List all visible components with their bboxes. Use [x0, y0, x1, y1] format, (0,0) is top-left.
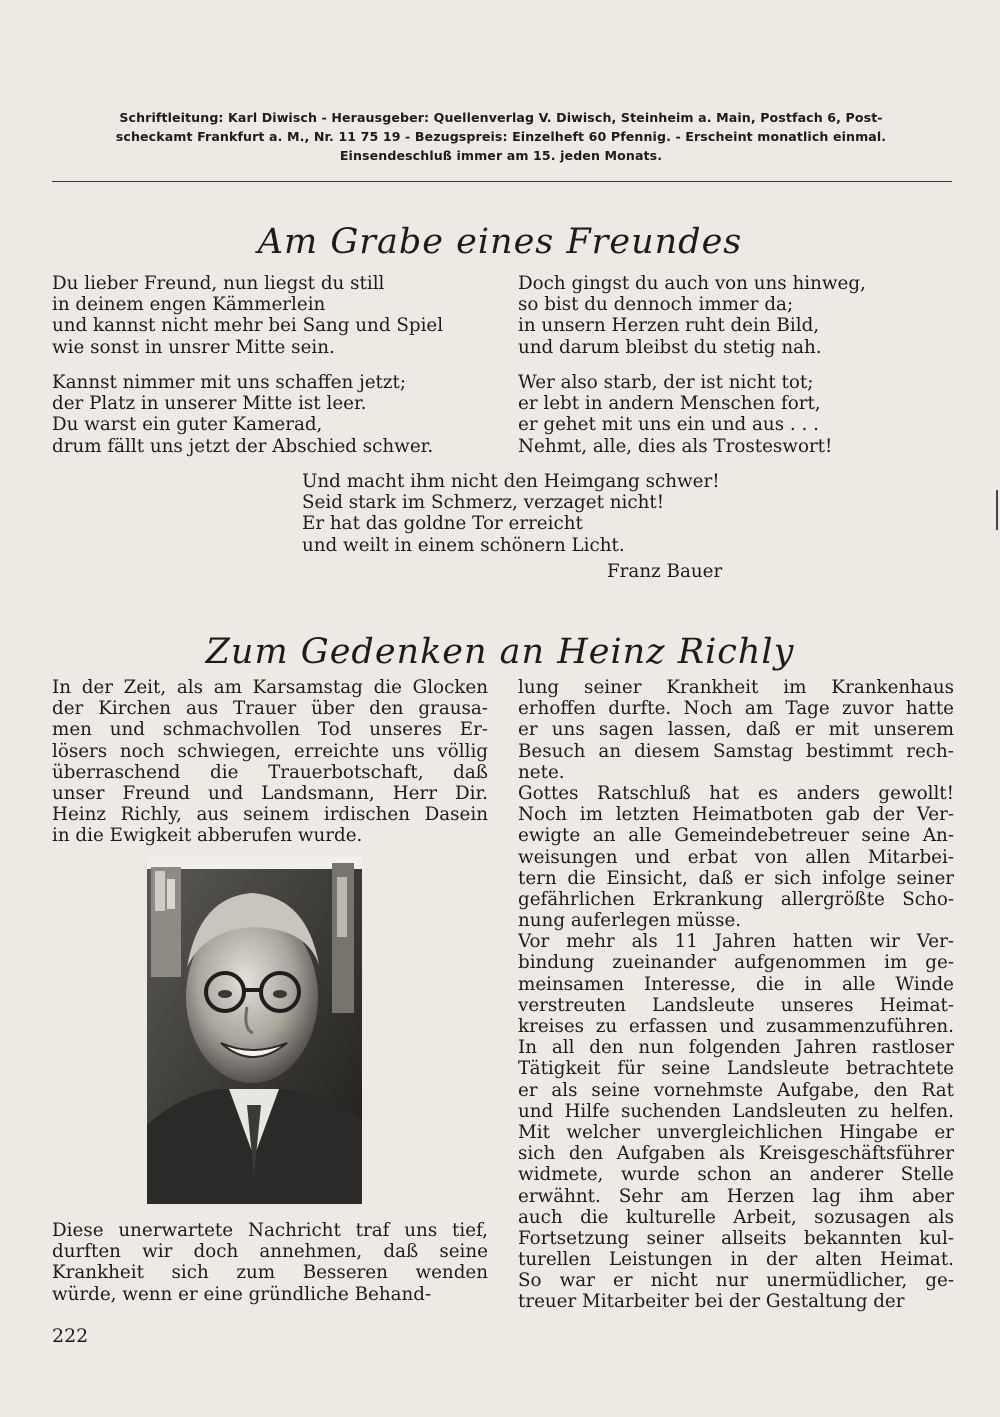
poem-line: Du lieber Freund, nun liegst du still	[52, 273, 385, 294]
article-line: Tätigkeit für seine Landsleute betrachtete	[518, 1058, 954, 1080]
article-line: unser Freund und Landsmann, Herr Dir.	[52, 782, 488, 804]
article-line: In der Zeit, als am Karsamstag die Glocken	[52, 677, 488, 698]
article-line: Gottes Ratschluß hat es anders gewollt!	[518, 782, 954, 804]
poem-line: und weilt in einem schönern Licht.	[302, 534, 625, 556]
poem-line: Er hat das goldne Tor erreicht	[302, 513, 583, 535]
masthead-line-2: scheckamt Frankfurt a. M., Nr. 11 75 19 - Bezugspreis: Einzelheft 60 Pfennig. - Erscheint monatlich einmal.	[115, 129, 887, 144]
article-line: und Hilfe suchenden Landsleuten zu helfen.	[518, 1100, 954, 1122]
poem-line: Kannst nimmer mit uns schaffen jetzt;	[52, 372, 407, 393]
poem-line: Und macht ihm nicht den Heimgang schwer!	[302, 471, 720, 492]
poem-line: er gehet mit uns ein und aus . . .	[518, 414, 819, 436]
article-line: Mit welcher unvergleichlichen Hingabe er	[518, 1121, 954, 1143]
portrait-illustration	[147, 857, 362, 1204]
article-line: weisungen und erbat von allen Mitarbei-	[518, 846, 954, 868]
article-line: Besuch an diesem Samstag bestimmt rech-	[518, 740, 954, 762]
article-line: Diese unerwartete Nachricht traf uns tief,	[52, 1220, 488, 1241]
article-column-left-bottom	[52, 1220, 488, 1305]
masthead-line-1: Schriftleitung: Karl Diwisch - Herausgeber: Quellenverlag V. Diwisch, Steinheim a. Main, Postfach 6, Post-	[119, 110, 883, 125]
poem-line: in unsern Herzen ruht dein Bild,	[518, 315, 820, 337]
article-line: Fortsetzung seiner allseits bekannten kul-	[518, 1227, 954, 1249]
poem-author: Franz Bauer	[607, 561, 723, 582]
poem-line: in deinem engen Kämmerlein	[52, 294, 326, 316]
poem-line: wie sonst in unsrer Mitte sein.	[52, 336, 335, 358]
article-line: auch die kulturelle Arbeit, sozusagen als	[518, 1206, 954, 1228]
article-line: lösers noch schwiegen, erreichte uns völlig	[52, 740, 488, 762]
masthead-divider	[52, 181, 952, 182]
poem-line: der Platz in unserer Mitte ist leer.	[52, 393, 367, 415]
article-line: erwähnt. Sehr am Herzen lag ihm aber	[518, 1185, 954, 1207]
article-line: lung seiner Krankheit im Krankenhaus	[518, 677, 954, 698]
article-line: nete.	[518, 761, 565, 783]
poem-line: er lebt in andern Menschen fort,	[518, 393, 821, 415]
article-line: erhoffen durfte. Noch am Tage zuvor hatte	[518, 698, 954, 720]
poem-stanza-2	[52, 372, 433, 457]
article-column-right	[518, 677, 954, 1313]
poem-title: Am Grabe eines Freundes	[257, 222, 743, 262]
article-column-left-top	[52, 677, 488, 847]
article-line: ewigte an alle Gemeindebetreuer seine An-	[518, 825, 954, 847]
article-line: verstreuten Landsleute unseres Heimat-	[518, 994, 954, 1016]
article-title: Zum Gedenken an Heinz Richly	[205, 632, 795, 672]
poem-line: Doch gingst du auch von uns hinweg,	[518, 273, 866, 294]
article-line: würde, wenn er eine gründliche Behand-	[52, 1283, 432, 1305]
article-line: turellen Leistungen in der alten Heimat.	[518, 1249, 954, 1271]
article-line: men und schmachvollen Tod unseres Er-	[52, 719, 488, 741]
masthead-line-3: Einsendeschluß immer am 15. jeden Monats.	[339, 148, 663, 163]
poem-line: so bist du dennoch immer da;	[518, 294, 794, 316]
poem-stanza-3	[518, 273, 866, 358]
article-line: treuer Mitarbeiter bei der Gestaltung der	[518, 1291, 905, 1313]
article-line: nung auferlegen müsse.	[518, 910, 742, 932]
article-line: er als seine vornehmste Aufgabe, den Rat	[518, 1079, 954, 1101]
article-line: überraschend die Trauerbotschaft, daß	[52, 761, 488, 783]
poem-line: Seid stark im Schmerz, verzaget nicht!	[302, 492, 665, 514]
article-line: kreises zu erfassen und zusammenzuführen.	[518, 1016, 954, 1037]
article-line: bindung zueinander aufgenommen im ge-	[518, 952, 954, 974]
article-line: der Kirchen aus Trauer über den grausa-	[52, 698, 488, 720]
article-line: So war er nicht nur unermüdlicher, ge-	[518, 1270, 954, 1292]
poem-line: und darum bleibst du stetig nah.	[518, 336, 822, 358]
article-line: tern die Einsicht, daß er sich infolge seiner	[518, 867, 954, 889]
page-number: 222	[52, 1325, 89, 1347]
article-line: sich den Aufgaben als Kreisgeschäftsführer	[518, 1143, 954, 1165]
article-line: er uns sagen lassen, daß er mit unserem	[518, 719, 954, 741]
poem-line: Wer also starb, der ist nicht tot;	[518, 372, 814, 393]
article-line: widmete, wurde schon an anderer Stelle	[518, 1164, 954, 1186]
poem-line: Du warst ein guter Kamerad,	[52, 414, 323, 436]
article-line: meinsamen Interesse, die in alle Winde	[518, 973, 954, 995]
article-line: Heinz Richly, aus seinem irdischen Dasein	[52, 804, 488, 826]
poem-stanza-5	[302, 471, 720, 556]
article-line: In all den nun folgenden Jahren rastloser	[518, 1037, 954, 1059]
article-line: gefährlichen Erkrankung allergrößte Scho-	[518, 888, 954, 910]
portrait-photo	[147, 857, 362, 1204]
poem-stanza-1	[52, 273, 443, 358]
poem-stanza-4	[518, 372, 832, 457]
scan-edge-mark	[996, 490, 998, 530]
poem-line: drum fällt uns jetzt der Abschied schwer.	[52, 435, 434, 457]
masthead	[52, 108, 950, 165]
article-line: Noch im letzten Heimatboten gab der Ver-	[518, 804, 954, 826]
article-line: Vor mehr als 11 Jahren hatten wir Ver-	[518, 931, 954, 953]
article-line: durften wir doch annehmen, daß seine	[52, 1241, 488, 1263]
poem-line: Nehmt, alle, dies als Trosteswort!	[518, 435, 833, 457]
article-line: Krankheit sich zum Besseren wenden	[52, 1262, 488, 1284]
poem-line: und kannst nicht mehr bei Sang und Spiel	[52, 315, 444, 337]
article-line: in die Ewigkeit abberufen wurde.	[52, 825, 363, 847]
